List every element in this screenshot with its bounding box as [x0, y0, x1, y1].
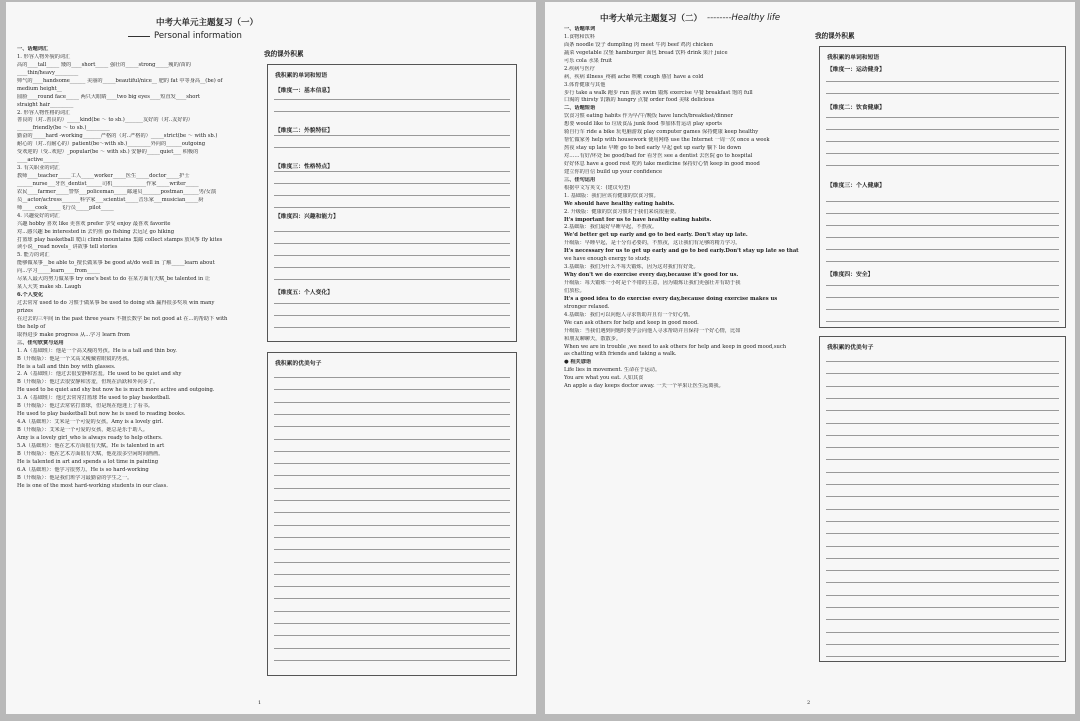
text-line: 1. A（基础班）：他是一个高又瘦的男孩。He is a tall and thin boy. [17, 347, 177, 354]
writing-line [826, 201, 1059, 202]
text-line: ● 相关谚语 [564, 359, 592, 366]
text-line: B（升级版）：艾米是一个可爱的女孩，她总是乐于助人。 [17, 427, 148, 433]
writing-line [826, 373, 1059, 374]
text-line: 口渴的 thirsty 饥饿的 hungry 点餐 order food 美味 delicious [564, 97, 715, 104]
writing-line [826, 447, 1059, 448]
text-line: 高的____tall_____ 矮的____short_____ 强壮的_____strong_____瘦的/苗的 [17, 61, 191, 68]
text-line: the help of [17, 323, 46, 330]
sentence-box-title: 我积累的优美句子 [827, 345, 874, 351]
writing-line [274, 135, 510, 136]
text-line: Amy is a lovely girl_who is always ready to help others. [17, 434, 163, 441]
writing-line [826, 459, 1059, 460]
text-line: It's necessary for us to get up early and go to bed early.Don't stay up late so that [564, 248, 799, 255]
vocab-box [819, 46, 1066, 328]
text-line: 耐心的（对..有耐心的）patient(be～with sb.)_________外向的______outgoing [17, 141, 206, 148]
text-line: 好好休息 have a good rest 吃药 take medicine 保持好心情 keep in good mood [564, 160, 760, 167]
writing-line [826, 225, 1059, 226]
writing-line [274, 171, 510, 172]
writing-line [274, 463, 510, 464]
writing-line [826, 484, 1059, 485]
text-line: 6.A（基础班）：他学习很努力。He is so hard-working [17, 466, 149, 473]
text-line: 教师____teacher_____工人_____worker_____医生_____doctor_____护士 [17, 173, 190, 179]
writing-line [826, 249, 1059, 250]
writing-line [274, 586, 510, 587]
text-line: 3. A（基础班）：他过去常常打篮球 He used to play basketball. [17, 395, 171, 402]
text-line: 善良的（对..善良的）_____kind(be ～ to sb.)_______友好的（对..友好的） [17, 117, 193, 124]
writing-line [826, 321, 1059, 322]
page-1 [6, 2, 536, 714]
text-line: 骑自行车 ride a bike 玩电脑游戏 play computer games 保持健康 keep healthy [564, 129, 759, 136]
text-line: ______nurse___牙医_dentist______司机_____________作家_____writer_____ [17, 180, 199, 187]
text-line: straight hair_________ [17, 101, 74, 108]
text-line: 们放松。 [564, 287, 585, 294]
writing-line [826, 509, 1059, 510]
writing-line [274, 414, 510, 415]
writing-line [826, 398, 1059, 399]
text-line: B（升级版）：他在艺术方面很有天赋，他花很多空闲时间画画。 [17, 450, 164, 457]
text-line: 2.疾病与医疗 [564, 65, 595, 72]
text-line: 3.基础版：我们为什么不每天锻炼，因为这对我们有好处。 [564, 264, 699, 271]
writing-line [826, 558, 1059, 559]
text-line: 在过去的三年间 in the past three years 不擅长数学 be not good at 在...的帮助下 with [17, 315, 228, 322]
writing-line [274, 598, 510, 599]
writing-line [274, 377, 510, 378]
text-line: An apple a day keeps doctor away. 一天一个苹果让医生远离我。 [564, 383, 724, 390]
text-line: 2. 升级版：健康的饮食习惯对于我们来说很重要。 [564, 208, 680, 215]
text-line: 二、话题短语 [564, 105, 596, 112]
text-line: 一、话题单词 [564, 26, 596, 32]
writing-line [274, 537, 510, 538]
writing-line [274, 549, 510, 550]
title-dash [128, 36, 150, 37]
sentence-box [267, 352, 517, 676]
text-line: 4.基础版：我们可以向他人寻求帮助并且有一个好心情。 [564, 311, 694, 318]
writing-line [274, 183, 510, 184]
text-line: 6.个人变化 [17, 292, 44, 299]
writing-line [826, 297, 1059, 298]
text-line: He used to be quiet and shy but now he is much more active and outgoing. [17, 387, 215, 394]
writing-line [826, 595, 1059, 596]
writing-line [826, 153, 1059, 154]
writing-line [274, 243, 510, 244]
writing-line [826, 117, 1059, 118]
writing-line [826, 472, 1059, 473]
sentence-box-title: 我积累的优美句子 [275, 361, 322, 367]
text-line: 1. 形容人物外貌的词汇 [17, 53, 71, 60]
text-line: 1. 基础版：我们应该有健康的饮食习惯。 [564, 192, 659, 199]
dimension-label: 【维度二：饮食健康】 [827, 105, 885, 111]
text-line: Life lies in movement. 生命在于运动。 [564, 367, 661, 374]
text-line: 帮忙做家务 help with housework 使用网络 use the Internet 一周一次 once a week [564, 137, 770, 144]
text-line: 饮食习惯 eating habits 作为早/午/晚饭 have lunch/breakfast/dinner [564, 113, 733, 120]
text-line: B（升级版）：他过去很安静和害羞，但现在活跃和外向多了。 [17, 379, 159, 386]
text-line: We'd better get up early and go to bed early. Don't stay up late. [564, 232, 748, 239]
dimension-label: 【维度一：运动健身】 [827, 67, 885, 73]
text-line: 熬夜 stay up late 早睡 go to bed early 早起 get up early 躺下 lie down [564, 145, 742, 152]
text-line: 农民____farmer_____警察___policeman_____邮递员_______postman______男/女演 [17, 188, 217, 195]
text-line: 三、佳句欣赏与运用 [17, 339, 64, 346]
main-text-column [17, 46, 269, 491]
text-line: 想要 would like to 垃圾食品 junk food 参加体育运动 play sports [564, 121, 722, 128]
writing-line [826, 423, 1059, 424]
text-line: 升级版：当我们遇到问题时要学会向他人寻求帮助并且保持一个好心情，比如 [564, 327, 741, 334]
vocab-box [267, 64, 517, 342]
text-line: 员__actor/actress_______科学家___scientist_____音乐家___musician_____厨 [17, 196, 204, 203]
page-subtitle: Personal information [154, 31, 242, 41]
writing-line [826, 496, 1059, 497]
writing-line [274, 231, 510, 232]
writing-line [826, 644, 1059, 645]
text-line: B（升级版）：他是一个又高又瘦戴着眼镜的男孩。 [17, 355, 133, 362]
writing-line [274, 303, 510, 304]
writing-line [826, 521, 1059, 522]
dimension-label: 【维度四：安全】 [827, 272, 874, 278]
writing-line [274, 195, 510, 196]
writing-line [826, 656, 1059, 657]
text-line: 5.A（基础班）：他在艺术方面很有天赋。He is talented in art [17, 442, 165, 449]
text-line: We can ask others for help and keep in good mood. [564, 319, 699, 326]
text-line: He is talented in art and spends a lot time in painting [17, 458, 159, 465]
writing-line [826, 582, 1059, 583]
writing-line [274, 611, 510, 612]
writing-line [274, 574, 510, 575]
text-line: 师_____cook_____飞行员_____pilot_____ [17, 204, 114, 211]
writing-line [826, 309, 1059, 310]
writing-line [826, 237, 1059, 238]
dimension-label: 【维度二：外貌特征】 [275, 128, 333, 134]
text-line: He is a tall and thin boy with glasses. [17, 363, 116, 370]
writing-line [274, 255, 510, 256]
dimension-label: 【维度三：个人健康】 [827, 183, 885, 189]
text-line: 一、话题词汇 [17, 46, 49, 52]
writing-line [826, 129, 1059, 130]
text-line: stronger relaxed. [564, 303, 610, 310]
writing-line [274, 475, 510, 476]
text-line: 帅气的____handsome______ 美丽的_____beautiful/nice__ 肥的 fat 中等身高__(be) of [17, 77, 223, 84]
text-line: 对……有好/坏处 be good/bad for 看牙医 see a dentist 去医院 go to hospital [564, 153, 753, 159]
page-number: 1 [258, 700, 262, 706]
writing-line [826, 361, 1059, 362]
writing-line [274, 315, 510, 316]
text-line: 4. 兴趣爱好的词汇 [17, 212, 60, 219]
text-line: It's important for us to have healthy eating habits. [564, 216, 712, 223]
text-line: 根据中文写英文：(建议句型) [564, 184, 631, 191]
text-line: 取得进步 make progress 从...学习 learn from [17, 331, 130, 338]
writing-line [274, 99, 510, 100]
text-line: medium height__ [17, 85, 62, 92]
text-line: When we are in trouble ,we need to ask others for help and keep in good mood,such [564, 343, 787, 350]
writing-line [826, 165, 1059, 166]
writing-line [826, 93, 1059, 94]
page-subtitle: --------Healthy life [707, 13, 781, 23]
page-title: 中考大单元主题复习（二） [600, 14, 703, 24]
text-line: 面条 noodle 饺子 dumpling 肉 meet 牛肉 beef 鸡肉 chicken [564, 41, 713, 48]
text-line: 升级版：早睡早起，是十分有必要的，不熬夜，这让我们有足够的精力学习。 [564, 240, 741, 247]
writing-line [274, 512, 510, 513]
text-line: 2. A（基础班）：他过去很安静和害羞。He used to be quiet and shy [17, 371, 182, 378]
text-line: 受欢迎的（受..欢迎）_popular(be ～ with sb.) 安静的_____quiet___ 积极的 [17, 149, 199, 156]
text-line: 步行 take a walk 跑步 run 游泳 swim 锻炼 exercise 早餐 breakfast 饱的 full [564, 89, 753, 96]
text-line: It's a good idea to do exercise every day,because doing exercise makes us [564, 295, 778, 302]
dimension-label: 【维度三：性格特点】 [275, 164, 333, 170]
text-line: 兴趣 hobby 喜欢 like 更喜欢 prefer 享受 enjoy 最喜欢 favorite [17, 220, 171, 227]
text-line: ____active______ [17, 157, 59, 164]
text-line: 1.食物和饮料 [564, 33, 595, 40]
page-title: 中考大单元主题复习（一） [156, 18, 259, 28]
text-line: 4.A（基础班）：艾米是一个可爱的女孩。Amy is a lovely girl. [17, 419, 164, 426]
text-line: 勤奋的_____hard -working_______严格的（对..严格的）_____strict(be ～ with sb.) [17, 133, 218, 140]
text-line: we have enough energy to study. [564, 256, 651, 263]
vocab-box-title: 我积累的单词和短语 [827, 55, 880, 61]
writing-line [274, 327, 510, 328]
vocab-box-title: 我积累的单词和短语 [275, 73, 328, 79]
text-line: 2. 形容人物性格的词汇 [17, 109, 71, 116]
text-line: 和朋友聊聊天，散散步。 [564, 335, 622, 342]
side-heading: 我的课外积累 [815, 32, 855, 40]
writing-line [826, 570, 1059, 571]
sentence-box [819, 336, 1066, 662]
writing-line [826, 632, 1059, 633]
writing-line [274, 439, 510, 440]
page-2 [545, 2, 1075, 714]
writing-line [826, 386, 1059, 387]
text-line: 打篮球 play basketball 爬山 climb mountains 集邮 collect stamps 放风筝 fly kites [17, 236, 223, 243]
writing-line [274, 389, 510, 390]
text-line: He used to play basketball but now he is used to reading books. [17, 411, 186, 418]
text-line: 5. 能力的词汇 [17, 252, 50, 259]
writing-line [274, 648, 510, 649]
writing-line [826, 81, 1059, 82]
writing-line [826, 619, 1059, 620]
text-line: 尽某人最大的努力做某事 try one's best to do 在某方面有天赋_be talented in 让 [17, 276, 211, 283]
text-line: 过去常常 used to do 习惯于做某事 be used to doing sth 赢得很多奖项 win many [17, 300, 215, 306]
writing-line [826, 261, 1059, 262]
text-line: 三、佳句运用 [564, 176, 596, 183]
text-line: 读小说__read novels_ 讲故事 tell stories [17, 244, 118, 251]
writing-line [274, 635, 510, 636]
writing-line [826, 435, 1059, 436]
writing-line [274, 562, 510, 563]
text-line: 向...学习_____learn____from_____ [17, 268, 100, 275]
writing-line [274, 525, 510, 526]
dimension-label: 【维度一：基本信息】 [275, 88, 333, 94]
dimension-label: 【维度四：兴趣和能力】 [275, 214, 339, 220]
text-line: B（升级版）：他过去常常打篮球，但是现在他迷上了看书。 [17, 403, 154, 410]
text-line: 病，疾病 illness_疼痛 ache 咳嗽 cough 感冒 have a cold [564, 73, 704, 80]
text-line: ______friendly(be ～ to sb.)_________ [17, 125, 110, 132]
text-line: 某人大笑 make sb. Laugh [17, 284, 82, 291]
writing-line [274, 279, 510, 280]
writing-line [274, 402, 510, 403]
text-line: as chatting with friends and taking a walk. [564, 351, 677, 358]
text-line: 3. 有关职业的词汇 [17, 165, 60, 172]
writing-line [274, 111, 510, 112]
text-line: 圆脸____round face_____ 两只大眼睛____two big eyes____短直发____short [17, 93, 200, 100]
writing-line [274, 500, 510, 501]
text-line: 能够做某事__be able to_擅长做某事 be good at/do well in 了解_____learn about [17, 260, 215, 267]
text-line: prizes [17, 307, 33, 314]
text-line: Why don't we do exercise every day,because it's good for us. [564, 272, 739, 279]
writing-line [274, 207, 510, 208]
dimension-label: 【维度五：个人变化】 [275, 290, 333, 296]
writing-line [826, 213, 1059, 214]
text-line: ____thin/heavy_________ [17, 69, 79, 76]
text-line: 建立你的自信 build up your confidence [564, 168, 663, 175]
writing-line [274, 267, 510, 268]
text-line: 可乐 cola 水果 fruit [564, 57, 612, 64]
text-line: B（升级版）：他是我们班学习最勤奋的学生之一。 [17, 474, 133, 481]
text-line: He is one of the most hard-working students in our class. [17, 482, 168, 489]
writing-line [274, 488, 510, 489]
writing-line [826, 285, 1059, 286]
page-number: 2 [807, 700, 811, 706]
text-line: 3.体育健康与其他 [564, 81, 606, 88]
writing-line [826, 410, 1059, 411]
writing-line [274, 623, 510, 624]
main-text-column [564, 26, 806, 391]
writing-line [274, 147, 510, 148]
writing-line [274, 426, 510, 427]
writing-line [826, 607, 1059, 608]
text-line: We should have healthy eating habits. [564, 200, 675, 207]
writing-line [274, 660, 510, 661]
text-line: 蔬菜 vegetable 汉堡 hamburger 面包 bread 饮料 drink 果汁 juice [564, 49, 728, 56]
side-heading: 我的课外积累 [264, 50, 304, 58]
text-line: 2.基础版：我们最好早睡早起，不熬夜。 [564, 224, 658, 231]
text-line: 升级版：每天锻炼一小时是个不错的主意，因为锻炼让我们更强壮并有助于我 [564, 280, 741, 286]
writing-line [274, 451, 510, 452]
writing-line [826, 546, 1059, 547]
text-line: You are what you eat. 人如其食 [564, 375, 644, 382]
writing-line [826, 141, 1059, 142]
writing-line [826, 533, 1059, 534]
text-line: 对...感兴趣 be interested in 去钓鱼 go fishing 去远足 go hiking [17, 228, 175, 235]
